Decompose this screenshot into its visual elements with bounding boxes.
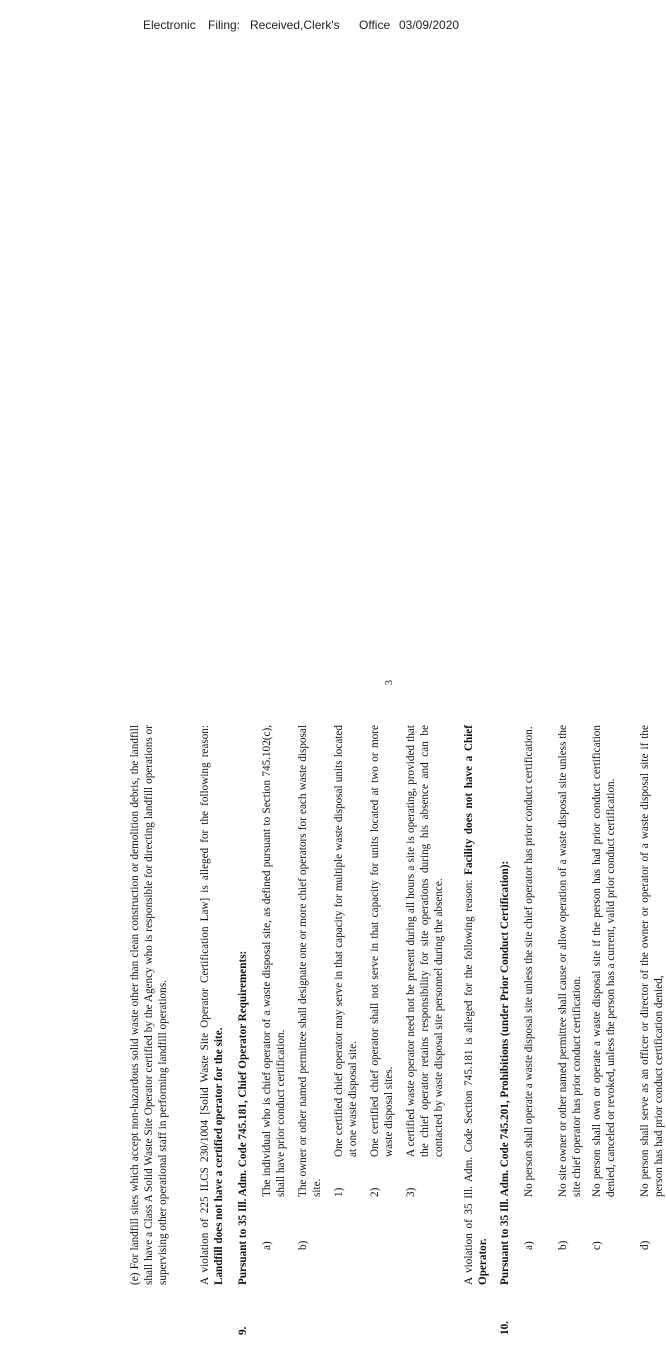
violation-1-reason: Landfill does not have a certified operator for the site. — [213, 1027, 225, 1285]
violation-2-text: A violation of 35 Ill. Adm. Code Section 745.181 is alleged for the following reason: — [463, 879, 475, 1285]
header-date: 03/09/2020 — [399, 18, 460, 32]
item-10a-text: No person shall operate a waste disposal site unless the site chief operator has prior conduct certification. — [523, 726, 535, 1197]
page-content — [128, 680, 665, 1345]
header-filing: Filing: — [208, 18, 241, 32]
item-9b3-label: 3) — [405, 1187, 417, 1197]
violation-2-reason: Facility does not have a Chief Operator. — [463, 725, 489, 1285]
item-9b2-label: 2) — [369, 1187, 381, 1197]
item-9b-label: b) — [297, 1240, 309, 1250]
item-10d-label: d) — [639, 1240, 651, 1250]
item-9a-text: The individual who is chief operator of a waste disposal site, as defined pursuant to Section 745.102(c), shall have prior conduct certification. — [261, 725, 287, 1197]
item-10-number: 10. — [499, 1321, 511, 1335]
item-10c-text: No person shall own or operate a waste disposal site if the person has had prior conduct certification denied, canceled or revoked, unless the person has a current, valid prior conduct certification. — [591, 725, 617, 1197]
item-10b-label: b) — [557, 1240, 569, 1250]
item-9-lead: Pursuant to 35 Ill. Adm. Code 745.181, Chief Operator Requirements: — [237, 950, 249, 1285]
item-10c-label: c) — [591, 1241, 603, 1250]
item-10b-text: No site owner or other named permittee shall cause or allow operation of a waste disposal site unless the site chief operator has prior conduct certification. — [557, 725, 583, 1197]
item-10a-label: a) — [523, 1241, 535, 1250]
violation-statement-1 — [198, 725, 226, 1285]
item-9b-text: The owner or other named permittee shall designate one or more chief operators for each waste disposal site. — [297, 725, 323, 1197]
violation-statement-2 — [462, 725, 490, 1285]
header-office: Office — [359, 18, 391, 32]
header-electronic: Electronic — [143, 18, 196, 32]
item-9b3-text: A certified waste operator need not be present during all hours a site is operating, provided that the chief operator retains responsibility for site operations during his absence and can be contacted by waste disposal site personnel during the absence. — [405, 725, 445, 1157]
header-received: Received,Clerk's — [250, 18, 340, 32]
paragraph-e-continued: (e) For landfill sites which accept non-hazardous solid waste other than clean construction or demolition debris, the landfill shall have a Class A Solid Waste Site Operator certified by the Agency who is responsible for directing landfill operations or supervising other operational staff in performing landfill operations. — [129, 725, 169, 1285]
rotated-scan — [129, 680, 665, 1355]
page-number: 3 — [384, 680, 395, 685]
violation-1-text: A violation of 225 ILCS 230/1004 [Solid Waste Site Operator Certification Law] is alleged for the following reason: — [199, 725, 211, 1285]
item-9a-label: a) — [261, 1241, 273, 1250]
item-9b1-label: 1) — [333, 1187, 345, 1197]
item-10-lead: Pursuant to 35 Ill. Adm. Code 745.201, Prohibitions (under Prior Conduct Certification): — [499, 860, 511, 1285]
item-9b2-text: One certified chief operator shall not serve in that capacity for units located at two or more waste disposal sites. — [369, 725, 395, 1157]
item-9-number: 9. — [237, 1326, 249, 1335]
item-10d-text: No person shall serve as an officer or director of the owner or operator of a waste disposal site if the person has had prior conduct certification denied, — [639, 725, 665, 1197]
item-9b1-text: One certified chief operator may serve in that capacity for multiple waste disposal units located at one waste disposal site. — [333, 725, 359, 1157]
